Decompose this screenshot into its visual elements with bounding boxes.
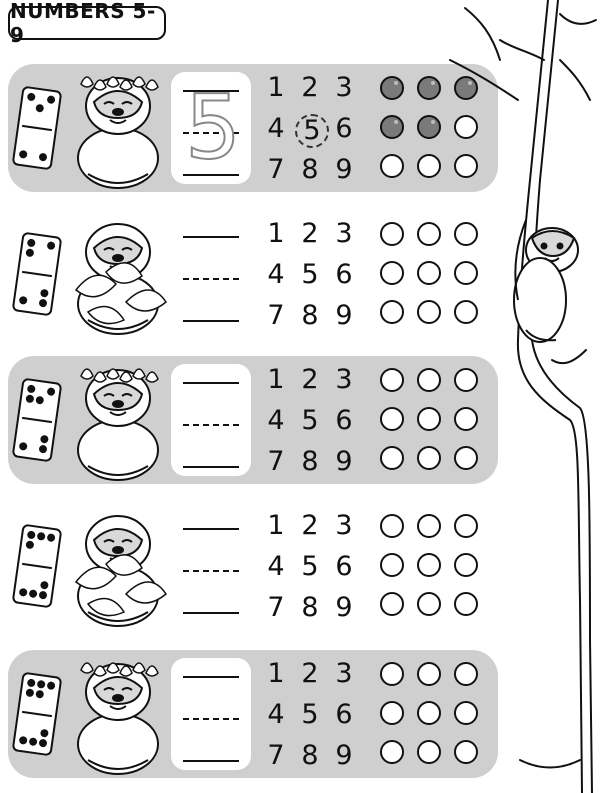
number-choice-5[interactable]: 5 xyxy=(301,699,319,730)
domino-pip xyxy=(38,299,47,308)
counting-circle[interactable] xyxy=(417,300,441,324)
counting-circle[interactable] xyxy=(417,514,441,538)
number-choice-3[interactable]: 3 xyxy=(335,510,353,541)
counting-circle[interactable] xyxy=(417,446,441,470)
domino-pip xyxy=(40,729,49,738)
sloth-illustration xyxy=(66,212,171,336)
domino-pip xyxy=(19,588,28,597)
vine-tree-illustration xyxy=(440,0,600,793)
domino-pip xyxy=(25,248,34,257)
domino-pip xyxy=(29,737,38,746)
number-choice-7[interactable]: 7 xyxy=(267,592,285,623)
number-choice-4[interactable]: 4 xyxy=(267,699,285,730)
counting-circle[interactable] xyxy=(380,300,404,324)
number-choice-8[interactable]: 8 xyxy=(301,592,319,623)
traced-example-digit: 5 xyxy=(185,76,241,179)
domino-pip xyxy=(47,241,56,250)
counting-circle[interactable] xyxy=(417,261,441,285)
domino-pip xyxy=(25,688,34,697)
number-choice-6[interactable]: 6 xyxy=(335,551,353,582)
counting-circle[interactable] xyxy=(380,446,404,470)
number-choice-2[interactable]: 2 xyxy=(301,510,319,541)
counting-circle[interactable] xyxy=(380,701,404,725)
number-choice-4[interactable]: 4 xyxy=(267,551,285,582)
number-trace-area[interactable] xyxy=(171,658,251,770)
domino-pip xyxy=(27,678,36,687)
sloth-illustration xyxy=(66,358,171,482)
number-choice-8[interactable]: 8 xyxy=(301,446,319,477)
domino-pip xyxy=(35,104,44,113)
exercise-row-5 xyxy=(8,64,498,192)
domino-pip xyxy=(37,680,46,689)
domino-pip xyxy=(19,442,28,451)
counting-circle[interactable] xyxy=(417,553,441,577)
counting-circle[interactable] xyxy=(380,154,404,178)
counting-circle[interactable] xyxy=(417,368,441,392)
number-choice-7[interactable]: 7 xyxy=(267,154,285,185)
number-choice-7[interactable]: 7 xyxy=(267,300,285,331)
counting-circle[interactable] xyxy=(380,553,404,577)
number-choice-5[interactable]: 5 xyxy=(301,259,319,290)
number-choice-9[interactable]: 9 xyxy=(335,300,353,331)
domino-pip xyxy=(47,387,56,396)
counting-circle[interactable] xyxy=(380,407,404,431)
domino-pip xyxy=(27,384,36,393)
number-choice-8[interactable]: 8 xyxy=(301,300,319,331)
exercise-row-6 xyxy=(8,210,498,338)
counting-circle[interactable] xyxy=(380,592,404,616)
number-choice-5[interactable]: 5 xyxy=(295,114,329,148)
domino-pip xyxy=(19,736,28,745)
number-choice-1[interactable]: 1 xyxy=(267,658,285,689)
number-choice-4[interactable]: 4 xyxy=(267,405,285,436)
number-choice-2[interactable]: 2 xyxy=(301,72,319,103)
number-choice-1[interactable]: 1 xyxy=(267,72,285,103)
number-choice-7[interactable]: 7 xyxy=(267,446,285,477)
number-choice-9[interactable]: 9 xyxy=(335,592,353,623)
domino-pip xyxy=(35,690,44,699)
counting-circle[interactable] xyxy=(380,115,404,139)
counting-circle[interactable] xyxy=(417,115,441,139)
number-trace-area[interactable] xyxy=(171,218,251,330)
number-choice-5[interactable]: 5 xyxy=(301,405,319,436)
counting-circle[interactable] xyxy=(380,368,404,392)
number-trace-area[interactable] xyxy=(171,364,251,476)
domino-pip xyxy=(38,591,47,600)
number-choice-1[interactable]: 1 xyxy=(267,510,285,541)
number-choice-5[interactable]: 5 xyxy=(301,551,319,582)
domino-pip xyxy=(37,532,46,541)
sloth-illustration xyxy=(66,652,171,776)
number-choice-3[interactable]: 3 xyxy=(335,72,353,103)
domino-pip xyxy=(35,396,44,405)
domino-pip xyxy=(27,92,36,101)
number-choice-2[interactable]: 2 xyxy=(301,364,319,395)
domino-icon xyxy=(12,524,63,609)
number-choice-1[interactable]: 1 xyxy=(267,218,285,249)
number-choice-6[interactable]: 6 xyxy=(335,113,353,144)
counting-circle[interactable] xyxy=(380,222,404,246)
exercise-row-7 xyxy=(8,356,498,484)
domino-pip xyxy=(40,581,49,590)
number-choice-9[interactable]: 9 xyxy=(335,446,353,477)
counting-circle[interactable] xyxy=(380,76,404,100)
domino-pip xyxy=(19,150,28,159)
number-choice-4[interactable]: 4 xyxy=(267,259,285,290)
domino-icon xyxy=(12,232,63,317)
number-trace-area[interactable] xyxy=(171,72,251,184)
number-choice-6[interactable]: 6 xyxy=(335,405,353,436)
number-choice-6[interactable]: 6 xyxy=(335,699,353,730)
number-choice-7[interactable]: 7 xyxy=(267,740,285,771)
counting-circle[interactable] xyxy=(417,154,441,178)
number-choice-2[interactable]: 2 xyxy=(301,218,319,249)
number-trace-area[interactable] xyxy=(171,510,251,622)
domino-pip xyxy=(40,435,49,444)
number-choice-9[interactable]: 9 xyxy=(335,154,353,185)
domino-pip xyxy=(47,95,56,104)
domino-pip xyxy=(27,530,36,539)
domino-pip xyxy=(19,296,28,305)
domino-pip xyxy=(47,533,56,542)
domino-pip xyxy=(29,589,38,598)
page-title: NUMBERS 5-9 xyxy=(8,6,166,40)
number-choice-3[interactable]: 3 xyxy=(335,658,353,689)
domino-pip xyxy=(27,238,36,247)
counting-circle[interactable] xyxy=(380,740,404,764)
counting-circle[interactable] xyxy=(380,261,404,285)
sloth-illustration xyxy=(66,504,171,628)
domino-pip xyxy=(38,153,47,162)
sloth-illustration xyxy=(66,66,171,190)
domino-pip xyxy=(38,739,47,748)
exercise-row-8 xyxy=(8,502,498,630)
number-choice-1[interactable]: 1 xyxy=(267,364,285,395)
number-choice-8[interactable]: 8 xyxy=(301,740,319,771)
domino-pip xyxy=(47,681,56,690)
counting-circle[interactable] xyxy=(417,740,441,764)
number-choice-3[interactable]: 3 xyxy=(335,364,353,395)
number-choice-2[interactable]: 2 xyxy=(301,658,319,689)
domino-pip xyxy=(25,394,34,403)
counting-circle[interactable] xyxy=(380,514,404,538)
counting-circle[interactable] xyxy=(417,76,441,100)
number-choice-3[interactable]: 3 xyxy=(335,218,353,249)
counting-circle[interactable] xyxy=(380,662,404,686)
domino-pip xyxy=(25,540,34,549)
counting-circle[interactable] xyxy=(417,701,441,725)
domino-pip xyxy=(38,445,47,454)
domino-pip xyxy=(40,289,49,298)
counting-circle[interactable] xyxy=(417,662,441,686)
counting-circle[interactable] xyxy=(417,592,441,616)
number-choice-6[interactable]: 6 xyxy=(335,259,353,290)
counting-circle[interactable] xyxy=(417,222,441,246)
number-choice-4[interactable]: 4 xyxy=(267,113,285,144)
number-choice-8[interactable]: 8 xyxy=(301,154,319,185)
counting-circle[interactable] xyxy=(417,407,441,431)
exercise-row-9 xyxy=(8,650,498,778)
number-choice-9[interactable]: 9 xyxy=(335,740,353,771)
